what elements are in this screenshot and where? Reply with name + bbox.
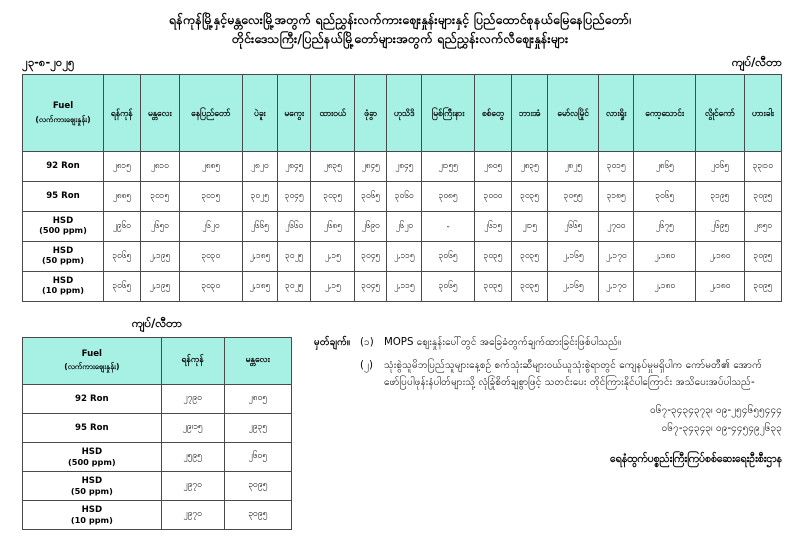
phone-line-2: ၀၆၇-၃၄၃၄၃၊ ၀၉-၄၄၅၄၉၂၆၃၃ xyxy=(661,423,782,435)
list-item xyxy=(23,471,292,500)
cell-3-7: ၂,၁၁၅ xyxy=(387,241,422,271)
retail-header-row xyxy=(23,337,292,384)
cell-2-11: ၂၆၆၅ xyxy=(548,211,599,241)
cell-0-3: ၂၈၂၀ xyxy=(242,151,277,181)
retail-price-table xyxy=(22,337,292,530)
retail-col-0: ရန်ကုန် xyxy=(161,337,224,384)
notes-section xyxy=(302,316,782,530)
cell-4-10: ၃၀၃၅ xyxy=(512,271,548,301)
row-label-0 xyxy=(23,151,104,181)
cell-0-9: ၂၈၀၅ xyxy=(474,151,511,181)
retail-row-label-4-sub: (10 ppm) xyxy=(70,514,113,525)
cell-4-5: ၂,၁၅ xyxy=(311,271,355,301)
retail-cell-2-0: ၂၅၉၅ xyxy=(161,442,224,471)
table-row xyxy=(23,151,782,181)
retail-cell-0-1: ၂၈၀၅ xyxy=(224,384,292,413)
cell-0-1: ၂၈၁၀ xyxy=(140,151,179,181)
retail-row-label-4 xyxy=(23,500,162,529)
contact-phones xyxy=(314,402,782,439)
cell-2-2: ၂၆၂၀ xyxy=(179,211,242,241)
retail-row-label-0 xyxy=(23,384,162,413)
cell-2-3: ၂၆၆၅ xyxy=(242,211,277,241)
cell-1-11: ၃၀၅၅ xyxy=(548,181,599,211)
cell-1-14: ၃၁၉၅ xyxy=(696,181,745,211)
main-col-14: လွိုင်ကော် xyxy=(696,74,745,151)
cell-2-5: ၂၆၈၅ xyxy=(311,211,355,241)
cell-2-10: ၂၊၁၅ xyxy=(512,211,548,241)
cell-4-1: ၂,၁၉၅ xyxy=(140,271,179,301)
cell-1-13: ၃၀၆၅ xyxy=(634,181,696,211)
retail-header-fuel-sub: (လက်ကားဈေးနှုန်း) xyxy=(64,361,120,371)
retail-row-label-2-main: HSD xyxy=(81,446,103,457)
main-col-12: လားရှိုး xyxy=(599,74,634,151)
cell-2-0: ၂၉၆၀ xyxy=(104,211,141,241)
retail-col-1: မန္တလေး xyxy=(224,337,292,384)
main-col-4: မကွေး xyxy=(277,74,311,151)
cell-1-1: ၃၀၁၅ xyxy=(140,181,179,211)
cell-2-1: ၂၆၅၀ xyxy=(140,211,179,241)
main-col-2: နေပြည်တော် xyxy=(179,74,242,151)
cell-2-9: ၂၆၁၅ xyxy=(474,211,511,241)
main-col-1: မန္တလေး xyxy=(140,74,179,151)
retail-row-label-2-sub: (500 ppm) xyxy=(68,456,116,467)
cell-1-10: ၃၀၃၅ xyxy=(512,181,548,211)
cell-4-7: ၂,၁၁၅ xyxy=(387,271,422,301)
main-col-0: ရန်ကုန် xyxy=(104,74,141,151)
row-label-4-sub: (10 ppm) xyxy=(42,285,84,296)
cell-2-6: ၂၆၉၀ xyxy=(355,211,387,241)
note-2-number: (၂) xyxy=(360,360,373,372)
note-item-1 xyxy=(314,334,782,351)
note-2-text: သုံးစွဲသူမိဘပြည်သူများနေ့စဉ် စက်သုံးဆီများဝယ်ယူသုံးစွဲရာတွင် ကျေနပ်မှုမရှိပါက ကော်မတီ၏ အောက်ဖော်ပြပါဖုန်းနံပါတ်များသို့ လုံခြုံစိတ်ချစွာဖြင့် သတင်းပေး တိုင်ကြားနိုင်ပါကြောင်း အသိပေးအပ်ပါသည်- xyxy=(384,360,763,389)
main-header-fuel-label: Fuel xyxy=(52,100,74,111)
cell-1-7: ၃၀၆၀ xyxy=(387,181,422,211)
table-row xyxy=(23,211,782,241)
cell-2-13: ၂၆၇၅ xyxy=(634,211,696,241)
cell-2-14: ၂၆၉၅ xyxy=(696,211,745,241)
list-item xyxy=(23,413,292,442)
cell-3-5: ၂,၁၅ xyxy=(311,241,355,271)
cell-1-0: ၂၈၈၅ xyxy=(104,181,141,211)
row-label-2-main: HSD xyxy=(52,216,74,227)
cell-3-8: ၃၀၆၅ xyxy=(422,241,475,271)
main-col-5: ထားဝယ် xyxy=(311,74,355,151)
cell-4-15: ၃၀၉၅ xyxy=(744,271,781,301)
note-2-spacer xyxy=(314,357,360,392)
cell-1-5: ၃၀၃၅ xyxy=(311,181,355,211)
issuing-department: ရေနံထွက်ပစ္စည်းကြီးကြပ်စစ်ဆေးရေးဦးစီးဌာန xyxy=(610,452,782,465)
cell-4-3: ၂,၁၈၅ xyxy=(242,271,277,301)
cell-0-15: ၃၃၊၁၀ xyxy=(744,151,781,181)
retail-row-label-4-main: HSD xyxy=(81,504,103,515)
unit-label-top: ကျပ်/လီတာ xyxy=(731,54,782,69)
retail-row-label-3-sub: (50 ppm) xyxy=(70,485,113,496)
lower-section xyxy=(0,302,800,530)
cell-4-9: ၃၀၃၅ xyxy=(474,271,511,301)
main-col-10: ဘားအံ xyxy=(512,74,548,151)
cell-0-14: ၂၀၆၅ xyxy=(696,151,745,181)
cell-0-5: ၂၈၃၅ xyxy=(311,151,355,181)
retail-row-label-1 xyxy=(23,413,162,442)
main-header-row xyxy=(23,74,782,151)
main-col-8: မြစ်ကြီးနား xyxy=(422,74,475,151)
cell-3-6: ၃၀၄၅ xyxy=(355,241,387,271)
table-row xyxy=(23,271,782,301)
cell-1-12: ၃၁၈၅ xyxy=(599,181,634,211)
cell-0-12: ၃၀၁၅ xyxy=(599,151,634,181)
cell-4-6: ၃၀၄၅ xyxy=(355,271,387,301)
retail-cell-0-0: ၂၇၉၀ xyxy=(161,384,224,413)
retail-table-body xyxy=(23,384,292,529)
list-item xyxy=(23,442,292,471)
cell-4-14: ၂,၁၈၀ xyxy=(696,271,745,301)
retail-cell-3-1: ၃၀၉၅ xyxy=(224,471,292,500)
cell-2-7: ၂၆၂၀ xyxy=(387,211,422,241)
cell-4-4: ၃၀၂၅ xyxy=(277,271,311,301)
retail-table-wrapper xyxy=(22,316,292,530)
cell-4-12: ၂,၁၇၀ xyxy=(599,271,634,301)
retail-row-label-2 xyxy=(23,442,162,471)
cell-2-4: ၂၆၆၀ xyxy=(277,211,311,241)
retail-cell-1-1: ၂၉၃၅ xyxy=(224,413,292,442)
row-label-1 xyxy=(23,181,104,211)
cell-4-11: ၂,၁၆၅ xyxy=(548,271,599,301)
main-col-15: ဟားခါး xyxy=(744,74,781,151)
row-label-3-main: HSD xyxy=(52,246,74,257)
cell-2-12: ၂၇၀၀ xyxy=(599,211,634,241)
cell-3-15: ၃၀၉၅ xyxy=(744,241,781,271)
main-col-11: မော်လမြိုင် xyxy=(548,74,599,151)
note-1-text: MOPS ဈေးနှုန်းပေါ်တွင် အခြေခံတွက်ချက်ထားခြင်းဖြစ်ပါသည်။ xyxy=(384,336,622,348)
retail-cell-4-1: ၃၀၉၅ xyxy=(224,500,292,529)
retail-cell-2-1: ၂၆၀၅ xyxy=(224,442,292,471)
cell-4-2: ၃၀၃၀ xyxy=(179,271,242,301)
note-1-number: (၁) xyxy=(360,336,374,348)
table-row xyxy=(23,241,782,271)
cell-3-10: ၃၀၃၅ xyxy=(512,241,548,271)
cell-0-6: ၂၈၄၅ xyxy=(355,151,387,181)
cell-2-8: - xyxy=(422,211,475,241)
cell-3-3: ၂,၁၈၅ xyxy=(242,241,277,271)
retail-cell-4-0: ၂၉၇၀ xyxy=(161,500,224,529)
retail-row-label-0-main: 92 Ron xyxy=(75,393,109,404)
retail-row-label-3 xyxy=(23,471,162,500)
cell-1-4: ၃၀၄၅ xyxy=(277,181,311,211)
page-title xyxy=(0,0,800,49)
cell-0-0: ၂၈၁၅ xyxy=(104,151,141,181)
cell-3-11: ၂,၁၆၅ xyxy=(548,241,599,271)
note-item-2 xyxy=(314,357,782,392)
row-label-2-sub: (500 ppm) xyxy=(39,225,87,236)
main-col-9: စစ်တွေ xyxy=(474,74,511,151)
cell-0-7: ၂၈၄၅ xyxy=(387,151,422,181)
row-label-4 xyxy=(23,271,104,301)
row-label-3 xyxy=(23,241,104,271)
notes-heading: မှတ်ချက်။ xyxy=(314,336,351,348)
title-line-2: တိုင်းဒေသကြီး/ပြည်နယ်မြို့တော်များအတွက် ရည်ညွှန်းလက်လီဈေးနှုန်းများ xyxy=(231,31,569,47)
title-line-1: ရန်ကုန်မြို့နှင့်မန္တလေးမြို့အတွက် ရည်ညွှန်းလက်ကားဈေးနှုန်းများနှင့် ပြည်ထောင်စုနယ်မြေနေပြည်တော်၊ xyxy=(168,12,632,27)
cell-4-8: ၃၀၆၅ xyxy=(422,271,475,301)
retail-cell-1-0: ၂၉၊၁၅ xyxy=(161,413,224,442)
main-col-13: ကော့သောင်း xyxy=(634,74,696,151)
cell-1-3: ၃၀၂၅ xyxy=(242,181,277,211)
cell-3-4: ၃၀၂၅ xyxy=(277,241,311,271)
cell-3-13: ၂,၁၈၀ xyxy=(634,241,696,271)
cell-3-1: ၂,၁၉၅ xyxy=(140,241,179,271)
retail-table-head xyxy=(23,337,292,384)
cell-0-10: ၂၈၃၅ xyxy=(512,151,548,181)
cell-4-0: ၃၀၆၅ xyxy=(104,271,141,301)
cell-0-11: ၂၈၂၅ xyxy=(548,151,599,181)
main-col-7: ဟုသိဒိ xyxy=(387,74,422,151)
cell-0-13: ၂၈၆၅ xyxy=(634,151,696,181)
main-table-head xyxy=(23,74,782,151)
date-unit-row xyxy=(0,49,800,74)
retail-header-fuel-label: Fuel xyxy=(81,348,103,359)
publication-date: ၂၃-၈-၂၀၂၅ xyxy=(22,54,75,69)
cell-2-15: ၂၈၅၀ xyxy=(744,211,781,241)
unit-label-small: ကျပ်/လီတာ xyxy=(131,315,183,330)
list-item xyxy=(23,384,292,413)
cell-1-2: ၃၀၁၅ xyxy=(179,181,242,211)
list-item xyxy=(23,500,292,529)
cell-0-8: ၂၊၁၅၅ xyxy=(422,151,475,181)
phone-line-1: ၀၆၇-၃၄၃၄၃၇၃၊ ၀၉-၂၅၄၆၅၅၄၄၄ xyxy=(650,404,782,416)
row-label-0-main: 92 Ron xyxy=(46,161,80,172)
cell-4-13: ၂,၁၈၀ xyxy=(634,271,696,301)
cell-1-15: ၃၀၉၅ xyxy=(744,181,781,211)
retail-header-fuel xyxy=(23,337,162,384)
row-label-3-sub: (50 ppm) xyxy=(42,255,84,266)
main-header-fuel xyxy=(23,74,104,151)
main-table-body xyxy=(23,151,782,301)
main-header-fuel-sub: (လက်ကားဈေးနှုန်း) xyxy=(35,115,91,125)
main-col-3: ပဲခူး xyxy=(242,74,277,151)
cell-1-6: ၃၀၆၅ xyxy=(355,181,387,211)
cell-3-0: ၃၀၆၅ xyxy=(104,241,141,271)
cell-3-2: ၃၀၃၀ xyxy=(179,241,242,271)
retail-cell-3-0: ၂၉၇၀ xyxy=(161,471,224,500)
retail-row-label-1-main: 95 Ron xyxy=(75,422,109,433)
main-price-table xyxy=(22,74,782,302)
cell-1-8: ၃၀၈၅ xyxy=(422,181,475,211)
cell-1-9: ၃၀၀၀ xyxy=(474,181,511,211)
cell-3-12: ၂,၁၇၀ xyxy=(599,241,634,271)
table-row xyxy=(23,181,782,211)
row-label-1-main: 95 Ron xyxy=(46,191,80,202)
main-col-6: ဖုံခွာ xyxy=(355,74,387,151)
main-price-table-wrapper xyxy=(0,74,800,302)
cell-0-2: ၂၈၈၅ xyxy=(179,151,242,181)
retail-row-label-3-main: HSD xyxy=(81,475,103,486)
cell-0-4: ၂၈၄၅ xyxy=(277,151,311,181)
row-label-2 xyxy=(23,211,104,241)
row-label-4-main: HSD xyxy=(52,276,74,287)
cell-3-14: ၂,၁၈၀ xyxy=(696,241,745,271)
cell-3-9: ၃၀၃၅ xyxy=(474,241,511,271)
